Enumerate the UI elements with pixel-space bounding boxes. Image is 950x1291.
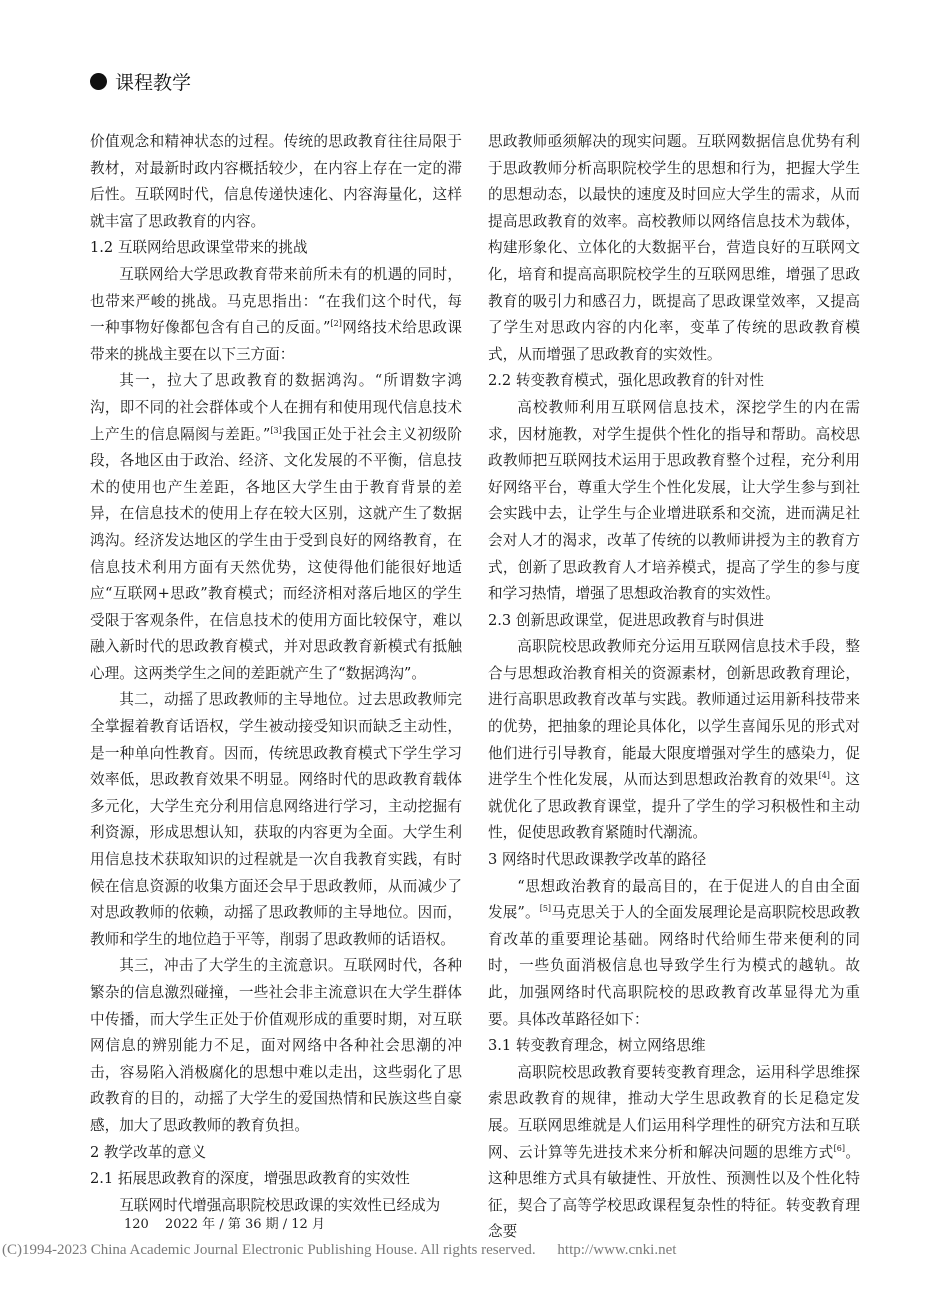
left-column <box>90 129 462 1219</box>
heading-2-3: 2.3 创新思政课堂，促进思政教育与时俱进 <box>488 611 764 629</box>
heading-3-1: 3.1 转变教育理念，树立网络思维 <box>488 1037 706 1055</box>
paragraph: 价值观念和精神状态的过程。传统的思政教育往往局限于教材，对最新时政内容概括较少，在内容上存在一定的滞后性。互联网时代，信息传递快速化、内容海量化，这样就丰富了思政教育的内容。 <box>90 133 462 230</box>
paragraph: 互联网时代增强高职院校思政课的实效性已经成为 <box>119 1196 441 1214</box>
paragraph: 高职院校思政教育要转变教育理念，运用科学思维探索思政教育的规律，推动大学生思政教育的长足稳定发展。互联网思维就是人们运用科学理性的研究方法和互联网、云计算等先进技术来分析和解决问题的思维方式[6]。这种思维方式具有敏捷性、开放性、预测性以及个性化特征，契合了高等学校思政课程复杂性的特征。转变教育理念要 <box>488 1063 860 1241</box>
page-number: 120 <box>124 1217 149 1232</box>
heading-2-2: 2.2 转变教育模式，强化思政教育的针对性 <box>488 372 764 390</box>
paragraph: 其一，拉大了思政教育的数据鸿沟。“所谓数字鸿沟，即不同的社会群体或个人在拥有和使用现代信息技术上产生的信息隔阂与差距。”[3]我国正处于社会主义初级阶段，各地区由于政治、经济、文化发展的不平衡，信息技术的使用也产生差距，各地区大学生由于教育背景的差异，在信息技术的使用上存在较大区别，这就产生了数据鸿沟。经济发达地区的学生由于受到良好的网络教育，在信息技术利用方面有天然优势，这使得他们能很好地适应“互联网+思政”教育模式；而经济相对落后地区的学生受限于客观条件，在信息技术的使用方面比较保守，难以融入新时代的思政教育模式，并对思政教育新模式有抵触心理。这两类学生之间的差距就产生了“数据鸿沟”。 <box>90 372 462 682</box>
citation-ref: [6] <box>833 1143 845 1153</box>
heading-2: 2 教学改革的意义 <box>90 1143 207 1161</box>
paragraph: 其三，冲击了大学生的主流意识。互联网时代，各种繁杂的信息激烈碰撞，一些社会非主流意识在大学生群体中传播，而大学生正处于价值观形成的重要时期，对互联网信息的辨别能力不足，面对网络中各种社会思潮的冲击，容易陷入消极腐化的思想中难以走出，这些弱化了思政教育的目的，动摇了大学生的爱国热情和民族这些自豪感，加大了思政教师的教育负担。 <box>90 957 462 1134</box>
heading-3: 3 网络时代思政课教学改革的路径 <box>488 851 707 869</box>
paragraph: 高校教师利用互联网信息技术，深挖学生的内在需求，因材施教，对学生提供个性化的指导和帮助。高校思政教师把互联网技术运用于思政教育整个过程，充分利用好网络平台，尊重大学生个性化发展，让大学生参与到社会实践中去，让学生与企业增进联系和交流，进而满足社会对人才的渴求，改革了传统的以教师讲授为主的教育方式，创新了思政教育人才培养模式，提高了学生的参与度和学习热情，增强了思想政治教育的实效性。 <box>488 398 860 603</box>
heading-2-1: 2.1 拓展思政教育的深度，增强思政教育的实效性 <box>90 1170 410 1188</box>
copyright-line <box>2 1242 948 1259</box>
paragraph: 其二，动摇了思政教师的主导地位。过去思政教师完全掌握着教育话语权，学生被动接受知识而缺乏主动性，是一种单向性教育。因而，传统思政教育模式下学生学习效率低，思政教育效果不明显。网络时代的思政教育载体多元化，大学生充分利用信息网络进行学习，主动挖掘有利资源，形成思想认知，获取的内容更为全面。大学生利用信息技术获取知识的过程就是一次自我教育实践，有时候在信息资源的收集方面还会早于思政教师，从而减少了对思政教师的依赖，动摇了思政教师的主导地位。因而，教师和学生的地位趋于平等，削弱了思政教师的话语权。 <box>90 691 462 948</box>
citation-ref: [5] <box>539 904 552 914</box>
citation-ref: [4] <box>818 771 830 781</box>
section-header <box>90 66 191 96</box>
heading-1-2: 1.2 互联网给思政课堂带来的挑战 <box>90 239 308 257</box>
bullet-icon <box>90 73 107 90</box>
issue-info: 2022 年 / 第 36 期 / 12 月 <box>164 1217 325 1232</box>
cnki-link[interactable]: http://www.cnki.net <box>557 1242 677 1258</box>
paragraph: 高职院校思政教师充分运用互联网信息技术手段，整合与思想政治教育相关的资源素材，创新思政教育理论，进行高职思政教育改革与实践。教师通过运用新科技带来的优势，把抽象的理论具体化，以学生喜闻乐见的形式对他们进行引导教育，能最大限度增强对学生的感染力，促进学生个性化发展，从而达到思想政治教育的效果[4]。这就优化了思政教育课堂，提升了学生的学习积极性和主动性，促使思政教育紧随时代潮流。 <box>488 638 860 842</box>
citation-ref: [2] <box>330 319 342 329</box>
paragraph: 思政教师亟须解决的现实问题。互联网数据信息优势有利于思政教师分析高职院校学生的思想和行为，把握大学生的思想动态，以最快的速度及时回应大学生的需求，从而提高思政教育的效率。高校教师以网络信息技术为载体，构建形象化、立体化的大数据平台，营造良好的互联网文化，培育和提高高职院校学生的互联网思维，增强了思政教育的吸引力和感召力，既提高了思政课堂效率，又提高了学生对思政内容的内化率，变革了传统的思政教育模式，从而增强了思政教育的实效性。 <box>488 133 860 363</box>
paragraph: 互联网给大学思政教育带来前所未有的机遇的同时，也带来严峻的挑战。马克思指出：“在我们这个时代，每一种事物好像都包含有自己的反面。”[2]网络技术给思政课带来的挑战主要在以下三方面： <box>90 265 462 363</box>
page-footer <box>124 1213 337 1232</box>
citation-ref: [3] <box>270 425 282 435</box>
copyright-text: (C)1994-2023 China Academic Journal Electronic Publishing House. All rights reserved. <box>2 1242 536 1258</box>
right-column <box>488 129 860 1246</box>
section-title: 课程教学 <box>115 71 192 94</box>
paragraph: “思想政治教育的最高目的，在于促进人的自由全面发展”。[5]马克思关于人的全面发展理论是高职院校思政教育改革的重要理论基础。网络时代给师生带来便利的同时，一些负面消极信息也导致学生行为模式的越轨。故此，加强网络时代高职院校的思政教育改革显得尤为重要。具体改革路径如下： <box>488 877 860 1028</box>
